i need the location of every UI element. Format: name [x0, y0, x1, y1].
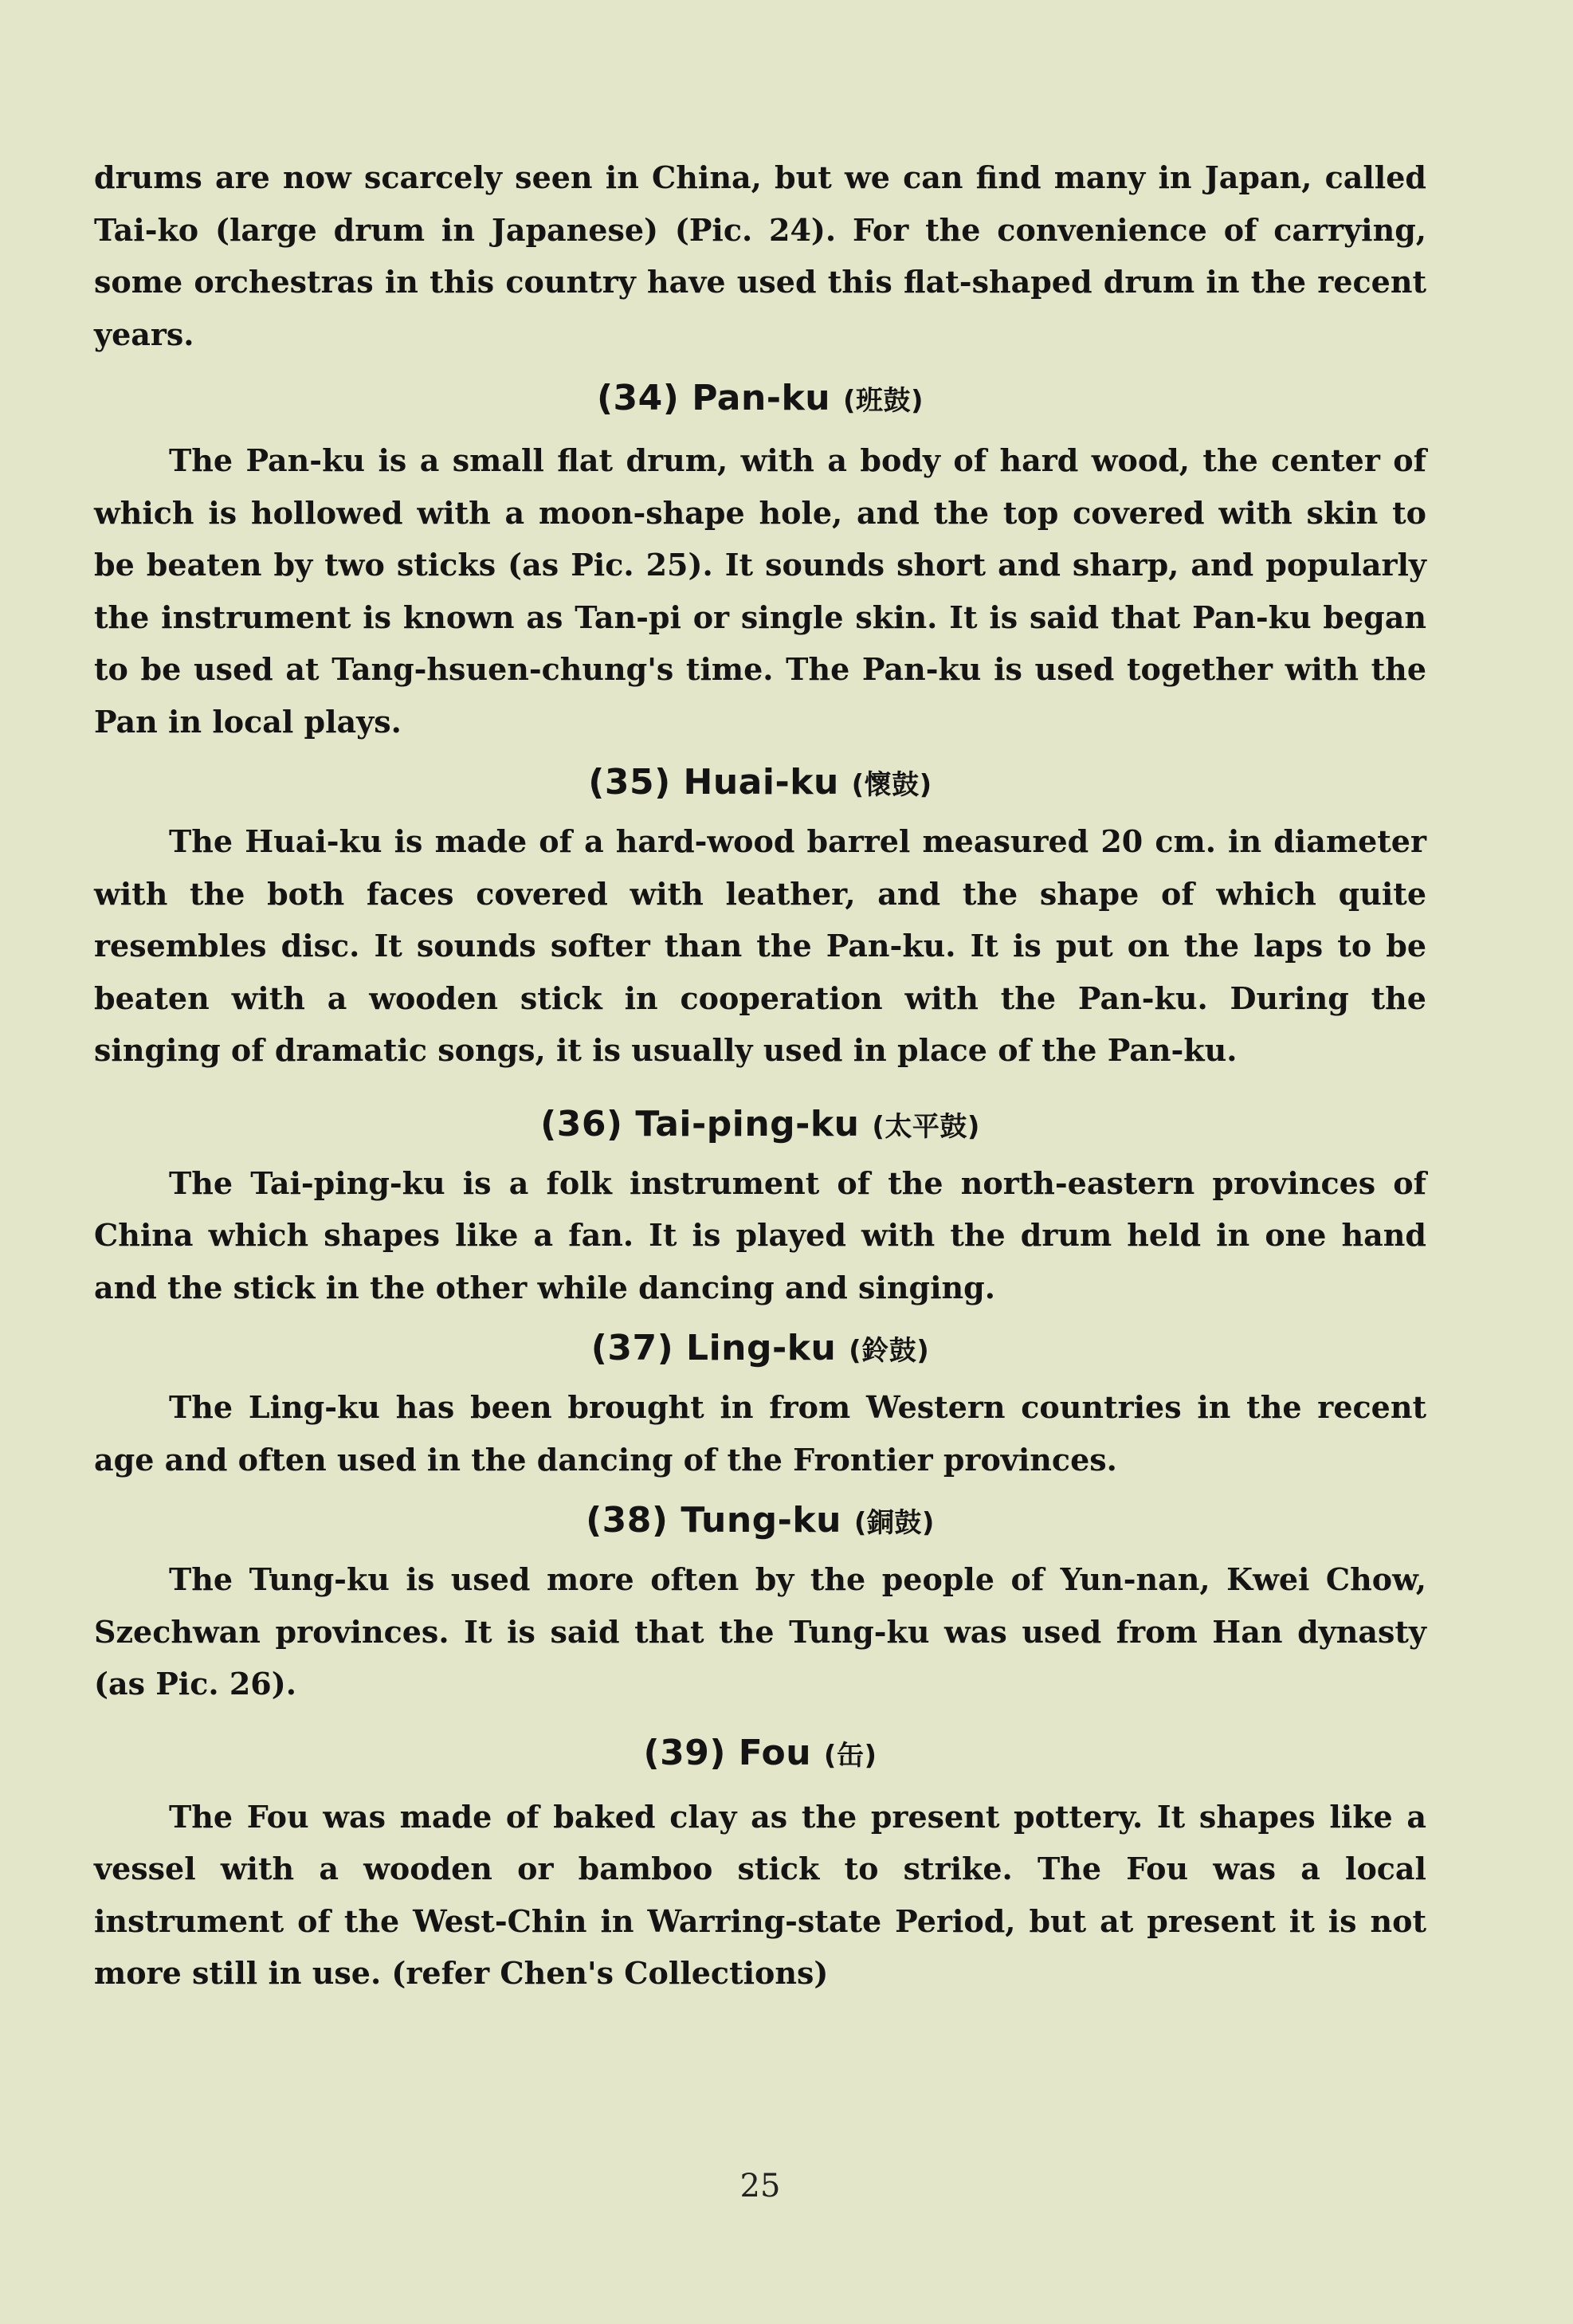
intro-paragraph: drums are now scarcely seen in China, but we can find many in Japan, called Tai-ko (large drum in Japanese) (Pic. 24). For the convenience of carrying, some orchestras in this country have used this flat-shaped drum in the recent years. [94, 159, 1426, 352]
section-heading-pan-ku [94, 375, 1426, 425]
heading-chinese: (班鼓) [842, 385, 924, 417]
section-heading-fou [94, 1729, 1426, 1780]
heading-chinese: (銅鼓) [853, 1507, 935, 1539]
heading-text: (38) Tung-ku [586, 1500, 842, 1541]
heading-text: (37) Ling-ku [590, 1328, 837, 1368]
heading-text: (36) Tai-ping-ku [540, 1103, 860, 1144]
section-body-pan-ku: The Pan-ku is a small flat drum, with a body of hard wood, the center of which is hollowed with a moon-shape hole, and the top covered with skin to be beaten by two sticks (as Pic. 25). It sounds short and sharp, and popularly the instrument is known as Tan-pi or single skin. It is said that Pan-ku began to be used at Tang-hsuen-chung's time. The Pan-ku is used together with the Pan in local plays. [94, 442, 1426, 740]
section-body-ling-ku: The Ling-ku has been brought in from Western countries in the recent age and often used in the dancing of the Frontier provinces. [94, 1389, 1426, 1478]
heading-chinese: (鈴鼓) [849, 1335, 930, 1367]
section-heading-tung-ku [94, 1497, 1426, 1547]
page-number: 25 [739, 2168, 781, 2204]
section-body-tung-ku: The Tung-ku is used more often by the people of Yun-nan, Kwei Chow, Szechwan provinces. It is said that the Tung-ku was used from Han dynasty (as Pic. 26). [94, 1561, 1426, 1702]
heading-chinese: (缶) [823, 1739, 877, 1772]
section-heading-ling-ku [94, 1325, 1426, 1375]
section-heading-tai-ping-ku [94, 1101, 1426, 1151]
heading-text: (35) Huai-ku [588, 762, 839, 803]
heading-chinese: (太平鼓) [872, 1110, 980, 1143]
section-body-huai-ku: The Huai-ku is made of a hard-wood barrel measured 20 cm. in diameter with the both faces covered with leather, and the shape of which quite resembles disc. It sounds softer than the Pan-ku. It is put on the laps to be beaten with a wooden stick in cooperation with the Pan-ku. During the singing of dramatic songs, it is usually used in place of the Pan-ku. [94, 823, 1426, 1068]
heading-text: (34) Pan-ku [596, 378, 831, 418]
heading-chinese: (懷鼓) [851, 769, 932, 801]
section-heading-huai-ku [94, 759, 1426, 809]
document-page [94, 151, 1426, 2303]
section-body-tai-ping-ku: The Tai-ping-ku is a folk instrument of the north-eastern provinces of China which shapes like a fan. It is played with the drum held in one hand and the stick in the other while dancing and singing. [94, 1164, 1426, 1305]
heading-text: (39) Fou [643, 1732, 812, 1773]
section-body-fou: The Fou was made of baked clay as the present pottery. It shapes like a vessel with a wooden or bamboo stick to strike. The Fou was a local instrument of the West-Chin in Warring-state Period, but at present it is not more still in use. (refer Chen's Collections) [94, 1798, 1426, 1991]
